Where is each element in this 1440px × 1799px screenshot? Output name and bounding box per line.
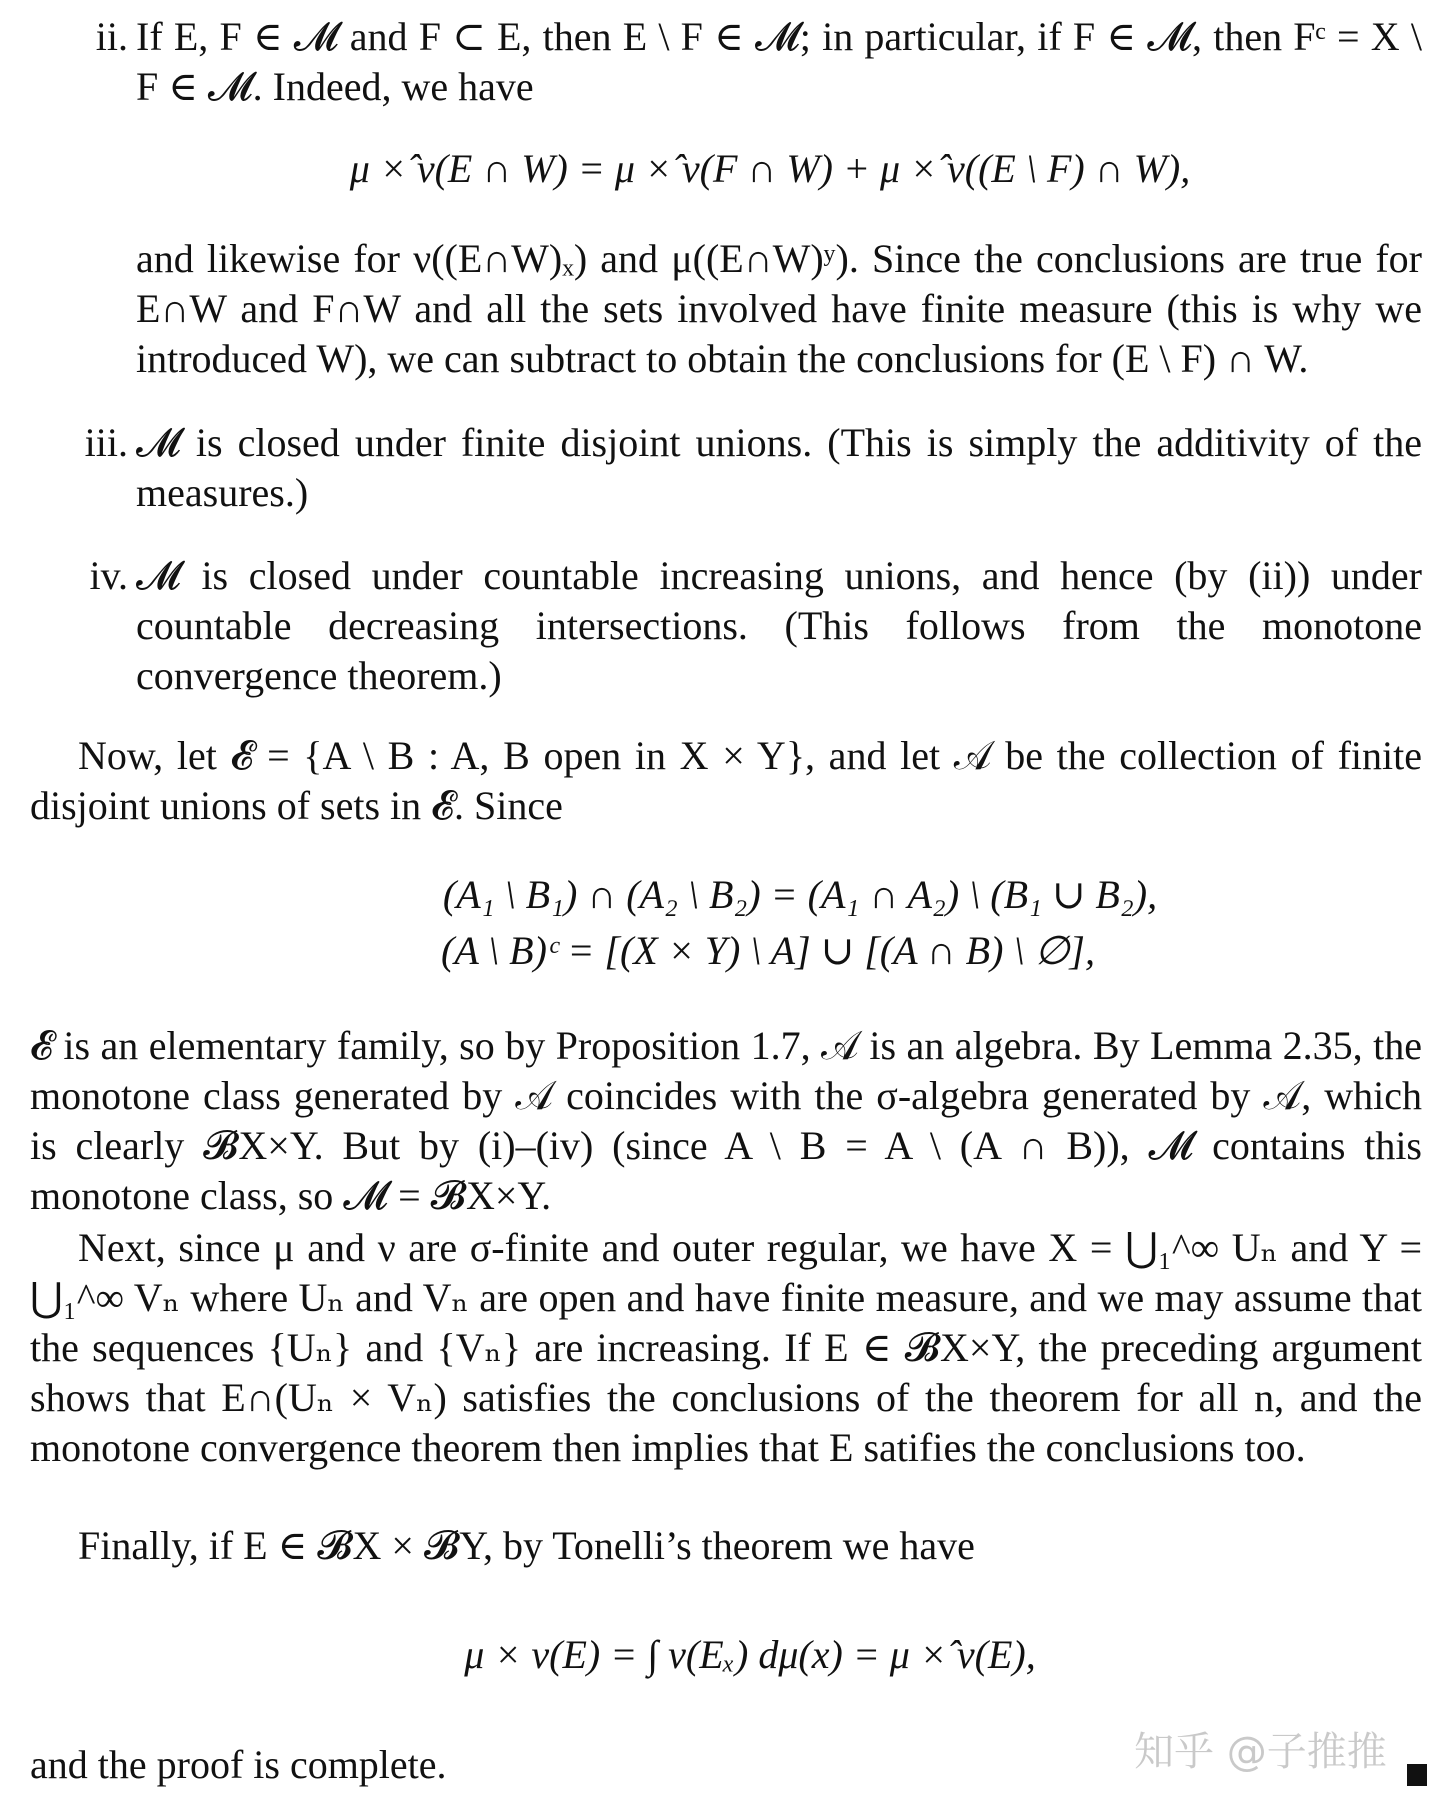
item-ii-text: If E, F ∈ 𝓜 and F ⊂ E, then E \ F ∈ 𝓜; in particular, if F ∈ 𝓜, then Fᶜ = X \ F ∈ 𝓜. Indeed, we have [136,14,1422,109]
item-ii-continuation: and likewise for ν((E∩W)ₓ) and μ((E∩W)ʸ). Since the conclusions are true for E∩W and F∩W and all the sets involved have finite measure (this is why we introduced W), we can subtract to obtain the conclusions for (E \ F) ∩ W. [136,236,1422,381]
paragraph-now: Now, let 𝓔 = {A \ B : A, B open in X × Y}, and let 𝒜 be the collection of finite disjoint unions of sets in 𝓔. Since [30,733,1422,828]
item-iii [84,418,1422,518]
item-iv [89,551,1422,701]
equation-pair-line1: (A₁ \ B₁) ∩ (A₂ \ B₂) = (A₁ ∩ A₂) \ (B₁ ∪ B₂), [442,872,1158,917]
qed-square-icon [1407,1764,1427,1786]
item-iv-text: 𝓜 is closed under countable increasing unions, and hence (by (ii)) under countable decreasing intersections. (This follows from the monotone convergence theorem.) [136,553,1422,698]
item-iii-text: 𝓜 is closed under finite disjoint unions. (This is simply the additivity of the measures.) [136,420,1422,515]
paragraph-elementary: 𝓔 is an elementary family, so by Proposition 1.7, 𝒜 is an algebra. By Lemma 2.35, the monotone class generated by 𝒜 coincides with the σ-algebra generated by 𝒜, which is clearly 𝓑X×Y. But by (i)–(iv) (since A \ B = A \ (A ∩ B)), 𝓜 contains this monotone class, so 𝓜 = 𝓑X×Y. [30,1023,1422,1218]
zhihu-watermark: 知乎 @子推推 [1134,1729,1387,1775]
item-iv-label: iv. [89,553,128,598]
item-ii [95,12,1422,112]
equation-pair-line2: (A \ B)ᶜ = [(X × Y) \ A] ∪ [(A ∩ B) \ ∅], [441,928,1095,973]
paragraph-next: Next, since μ and ν are σ-finite and outer regular, we have X = ⋃₁^∞ Uₙ and Y = ⋃₁^∞ Vₙ where Uₙ and Vₙ are open and have finite measure, and we may assume that the sequences {Uₙ} and {Vₙ} are increasing. If E ∈ 𝓑X×Y, the preceding argument shows that E∩(Uₙ × Vₙ) satisfies the conclusions of the theorem for all n, and the monotone convergence theorem then implies that E satifies the conclusions too. [30,1225,1422,1470]
equation-final: μ × ν(E) = ∫ ν(Eₓ) dμ(x) = μ ×̂ ν(E), [464,1632,1036,1677]
equation-ii: μ ×̂ ν(E ∩ W) = μ ×̂ ν(F ∩ W) + μ ×̂ ν((E \ F) ∩ W), [349,146,1191,191]
closing-line: and the proof is complete. [30,1742,447,1787]
item-iii-label: iii. [84,420,128,465]
paragraph-finally: Finally, if E ∈ 𝓑X × 𝓑Y, by Tonelli’s theorem we have [78,1523,975,1568]
item-ii-label: ii. [95,14,128,59]
